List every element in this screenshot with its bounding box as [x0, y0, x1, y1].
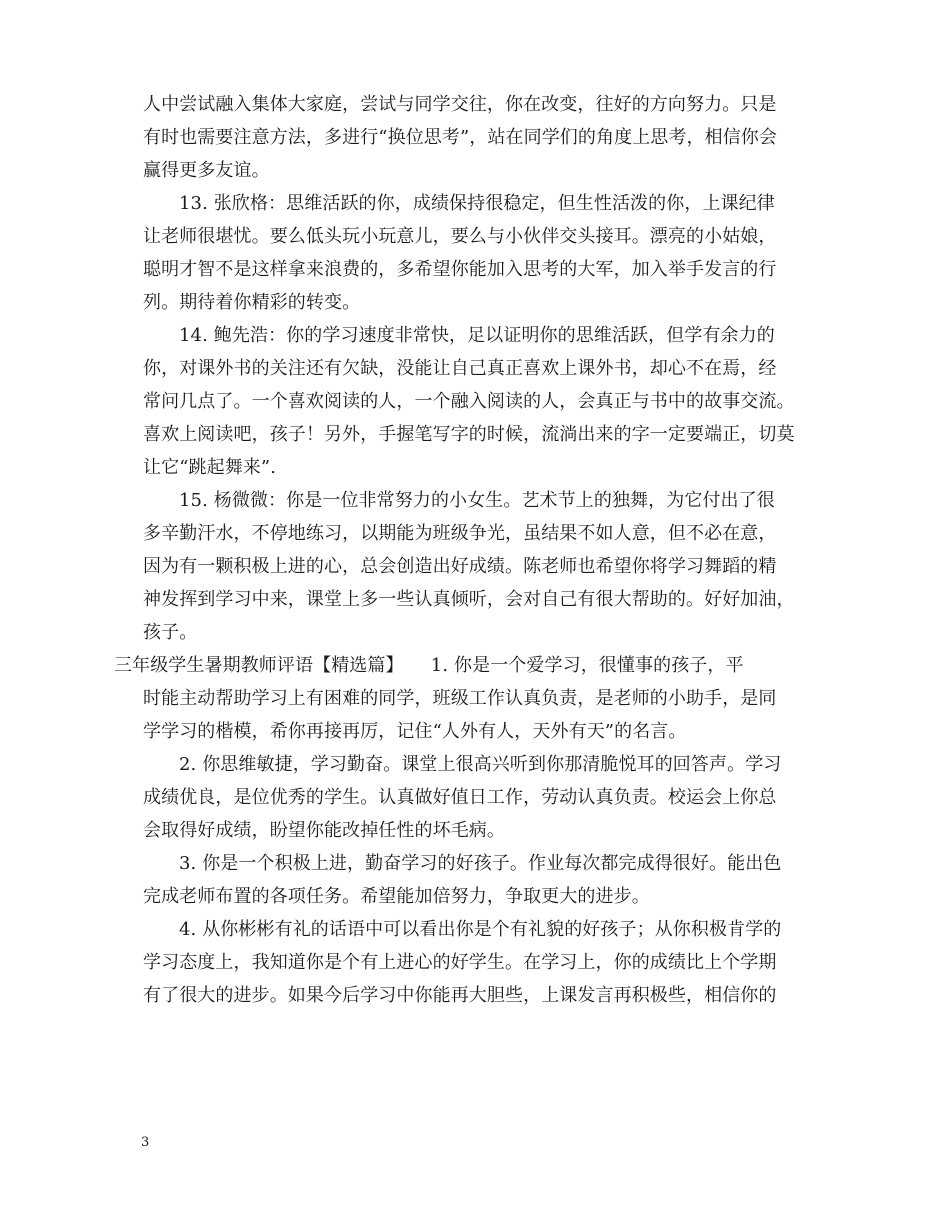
- text-line: 人中尝试融入集体大家庭，尝试与同学交往，你在改变，往好的方向努力。只是: [143, 94, 777, 115]
- text-line: 成绩优良，是位优秀的学生。认真做好值日工作，劳动认真负责。校运会上你总: [143, 787, 777, 808]
- text-line: 神发挥到学习中来，课堂上多一些认真倾听，会对自己有很大帮助的。好好加油，: [143, 589, 795, 610]
- text-line: 赢得更多友谊。: [143, 160, 270, 181]
- text-line: 会取得好成绩，盼望你能改掉任性的坏毛病。: [143, 820, 505, 841]
- text-line: 学习态度上，我知道你是个有上进心的好学生。在学习上，你的成绩比上个学期: [143, 952, 777, 973]
- text-line: 喜欢上阅读吧，孩子！另外，手握笔写字的时候，流淌出来的字一定要端正，切莫: [143, 424, 795, 445]
- text-line: 常问几点了。一个喜欢阅读的人，一个融入阅读的人，会真正与书中的故事交流。: [143, 391, 795, 412]
- text-line: 你，对课外书的关注还有欠缺，没能让自己真正喜欢上课外书，却心不在焉，经: [143, 358, 777, 379]
- text-line: 让它“跳起舞来”.: [143, 457, 277, 478]
- comment-15-heading-line: 15. 杨微微：你是一位非常努力的小女生。艺术节上的独舞，为它付出了很: [179, 490, 775, 511]
- section-heading-line: 三年级学生暑期教师评语【精选篇】 1. 你是一个爱学习，很懂事的孩子，平: [114, 655, 744, 676]
- text-line: 学学习的楷模，希你再接再厉，记住“人外有人，天外有天”的名言。: [143, 721, 687, 742]
- comment-2-heading-line: 2. 你思维敏捷，学习勤奋。课堂上很高兴听到你那清脆悦耳的回答声。学习: [179, 754, 782, 775]
- page-number: 3: [141, 1135, 150, 1150]
- document-body: [114, 88, 815, 1012]
- comment-4-heading-line: 4. 从你彬彬有礼的话语中可以看出你是个有礼貌的好孩子；从你积极肯学的: [179, 919, 782, 940]
- text-line: 多辛勤汗水，不停地练习，以期能为班级争光，虽结果不如人意，但不必在意，: [143, 523, 777, 544]
- text-line: 聪明才智不是这样拿来浪费的，多希望你能加入思考的大军，加入举手发言的行: [143, 259, 777, 280]
- comment-14-heading-line: 14. 鲍先浩：你的学习速度非常快，足以证明你的思维活跃，但学有余力的: [179, 325, 775, 346]
- text-line: 孩子。: [143, 622, 198, 643]
- text-line: 时能主动帮助学习上有困难的同学，班级工作认真负责，是老师的小助手，是同: [143, 688, 777, 709]
- comment-3-heading-line: 3. 你是一个积极上进，勤奋学习的好孩子。作业每次都完成得很好。能出色: [179, 853, 782, 874]
- text-line: 有时也需要注意方法，多进行“换位思考”，站在同学们的角度上思考，相信你会: [143, 127, 778, 148]
- text-line: 因为有一颗积极上进的心，总会创造出好成绩。陈老师也希望你将学习舞蹈的精: [143, 556, 777, 577]
- text-line: 让老师很堪忧。要么低头玩小玩意儿，要么与小伙伴交头接耳。漂亮的小姑娘，: [143, 226, 777, 247]
- comment-13-heading-line: 13. 张欣格：思维活跃的你，成绩保持很稳定，但生性活泼的你，上课纪律: [179, 193, 775, 214]
- text-line: 完成老师布置的各项任务。希望能加倍努力，争取更大的进步。: [143, 886, 650, 907]
- text-line: 列。期待着你精彩的转变。: [143, 292, 361, 313]
- text-line: 有了很大的进步。如果今后学习中你能再大胆些，上课发言再积极些，相信你的: [143, 985, 777, 1006]
